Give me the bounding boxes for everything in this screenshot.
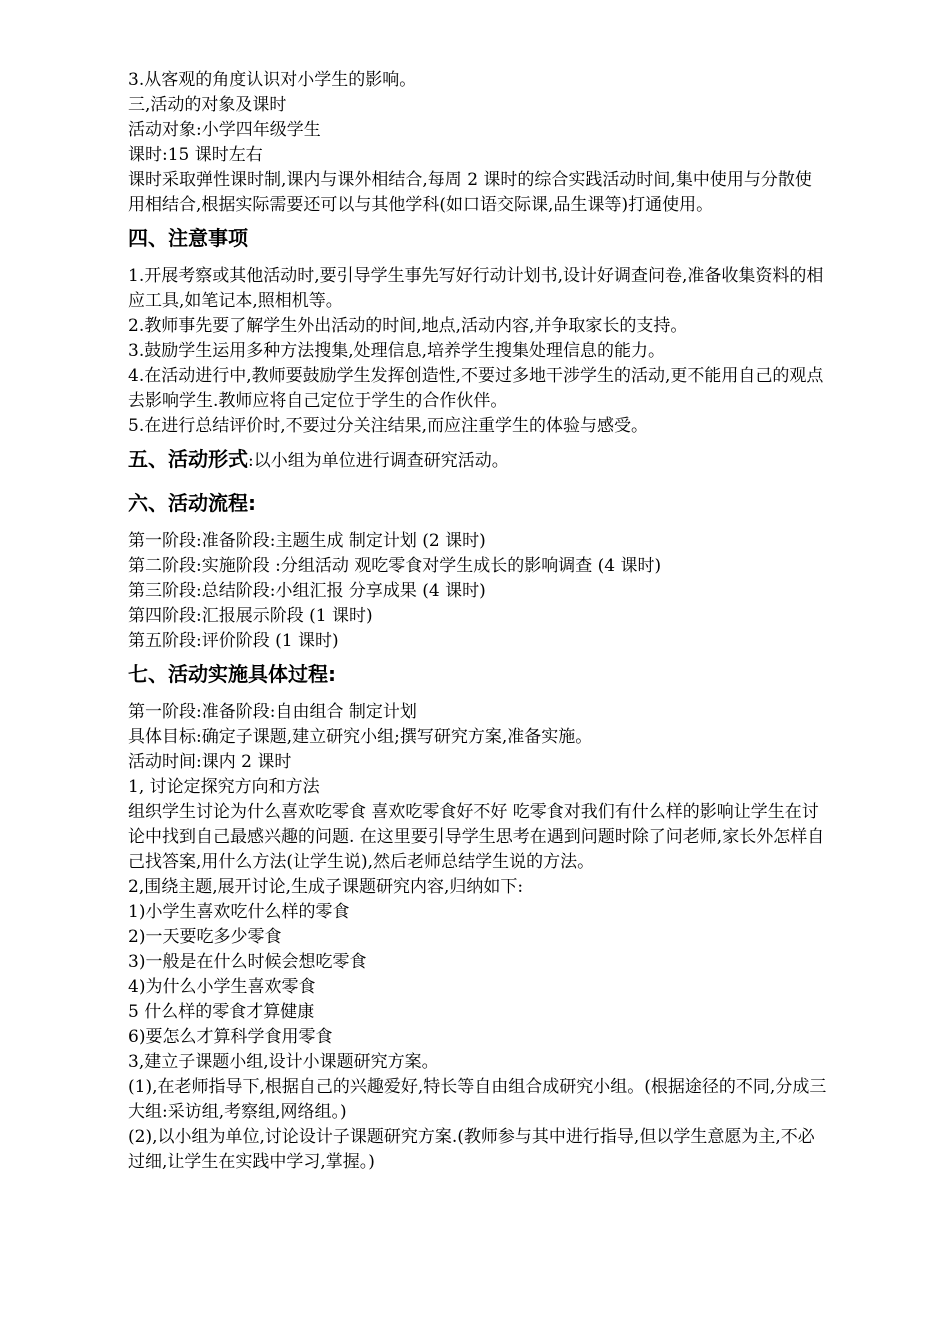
list-item: 4)为什么小学生喜欢零食 [128,977,316,997]
list-item: 4.在活动进行中,教师要鼓励学生发挥创造性,不要过多地干涉学生的活动,更不能用自己的观点去影响学生.教师应将自己定位于学生的合作伙伴。 [128,366,824,411]
section-heading-5 [128,445,828,475]
list-item: 2,围绕主题,展开讨论,生成子课题研究内容,归纳如下: [128,877,524,897]
list-item: 3.鼓励学生运用多种方法搜集,处理信息,培养学生搜集处理信息的能力。 [128,341,666,361]
section-heading-5-tail: :以小组为单位进行调查研究活动。 [248,451,509,471]
list-item: 第二阶段:实施阶段 :分组活动 观吃零食对学生成长的影响调查 (4 课时) [128,556,662,576]
list-item: 5.在进行总结评价时,不要过分关注结果,而应注重学生的体验与感受。 [128,416,649,436]
list-item: 3)一般是在什么时候会想吃零食 [128,952,367,972]
list-item: 第四阶段:汇报展示阶段 (1 课时) [128,606,373,626]
list-item: 3,建立子课题小组,设计小课题研究方案。 [128,1052,439,1072]
section-heading-5-title: 五、活动形式 [128,447,248,471]
paragraph: 课时:15 课时左右 [128,145,263,165]
section-heading-7: 七、活动实施具体过程: [128,662,336,686]
section-heading-4: 四、注意事项 [128,226,248,250]
section-heading-6: 六、活动流程: [128,491,256,515]
list-item: 第三阶段:总结阶段:小组汇报 分享成果 (4 课时) [128,581,486,601]
list-item: 1.开展考察或其他活动时,要引导学生事先写好行动计划书,设计好调查问卷,准备收集资料的相应工具,如笔记本,照相机等。 [128,266,824,311]
list-item: 具体目标:确定子课题,建立研究小组;撰写研究方案,准备实施。 [128,727,593,747]
list-item: (1),在老师指导下,根据自己的兴趣爱好,特长等自由组合成研究小组。(根据途径的不同,分成三大组:采访组,考察组,网络组。) [128,1077,827,1122]
list-item: 2.教师事先要了解学生外出活动的时间,地点,活动内容,并争取家长的支持。 [128,316,688,336]
paragraph: 3.从客观的角度认识对小学生的影响。 [128,70,417,90]
list-item: 6)要怎么才算科学食用零食 [128,1027,333,1047]
list-item: 1)小学生喜欢吃什么样的零食 [128,902,350,922]
list-item: (2),以小组为单位,讨论设计子课题研究方案.(教师参与其中进行指导,但以学生意愿为主,不必过细,让学生在实践中学习,掌握。) [128,1127,815,1172]
document-body [128,68,828,1175]
list-item: 第一阶段:准备阶段:自由组合 制定计划 [128,702,417,722]
list-item: 活动时间:课内 2 课时 [128,752,292,772]
paragraph: 课时采取弹性课时制,课内与课外相结合,每周 2 课时的综合实践活动时间,集中使用与分散使用相结合,根据实际需要还可以与其他学科(如口语交际课,品生课等)打通使用。 [128,170,812,215]
paragraph: 活动对象:小学四年级学生 [128,120,321,140]
list-item: 第五阶段:评价阶段 (1 课时) [128,631,339,651]
list-item: 1, 讨论定探究方向和方法 [128,777,320,797]
list-item: 第一阶段:准备阶段:主题生成 制定计划 (2 课时) [128,531,486,551]
list-item: 2)一天要吃多少零食 [128,927,282,947]
paragraph: 组织学生讨论为什么喜欢吃零食 喜欢吃零食好不好 吃零食对我们有什么样的影响让学生在讨论中找到自己最感兴趣的问题. 在这里要引导学生思考在遇到问题时除了问老师,家长外怎样自己找答案,用什么方法(让学生说),然后老师总结学生说的方法。 [128,802,825,872]
paragraph: 三,活动的对象及课时 [128,95,287,115]
list-item: 5 什么样的零食才算健康 [128,1002,315,1022]
